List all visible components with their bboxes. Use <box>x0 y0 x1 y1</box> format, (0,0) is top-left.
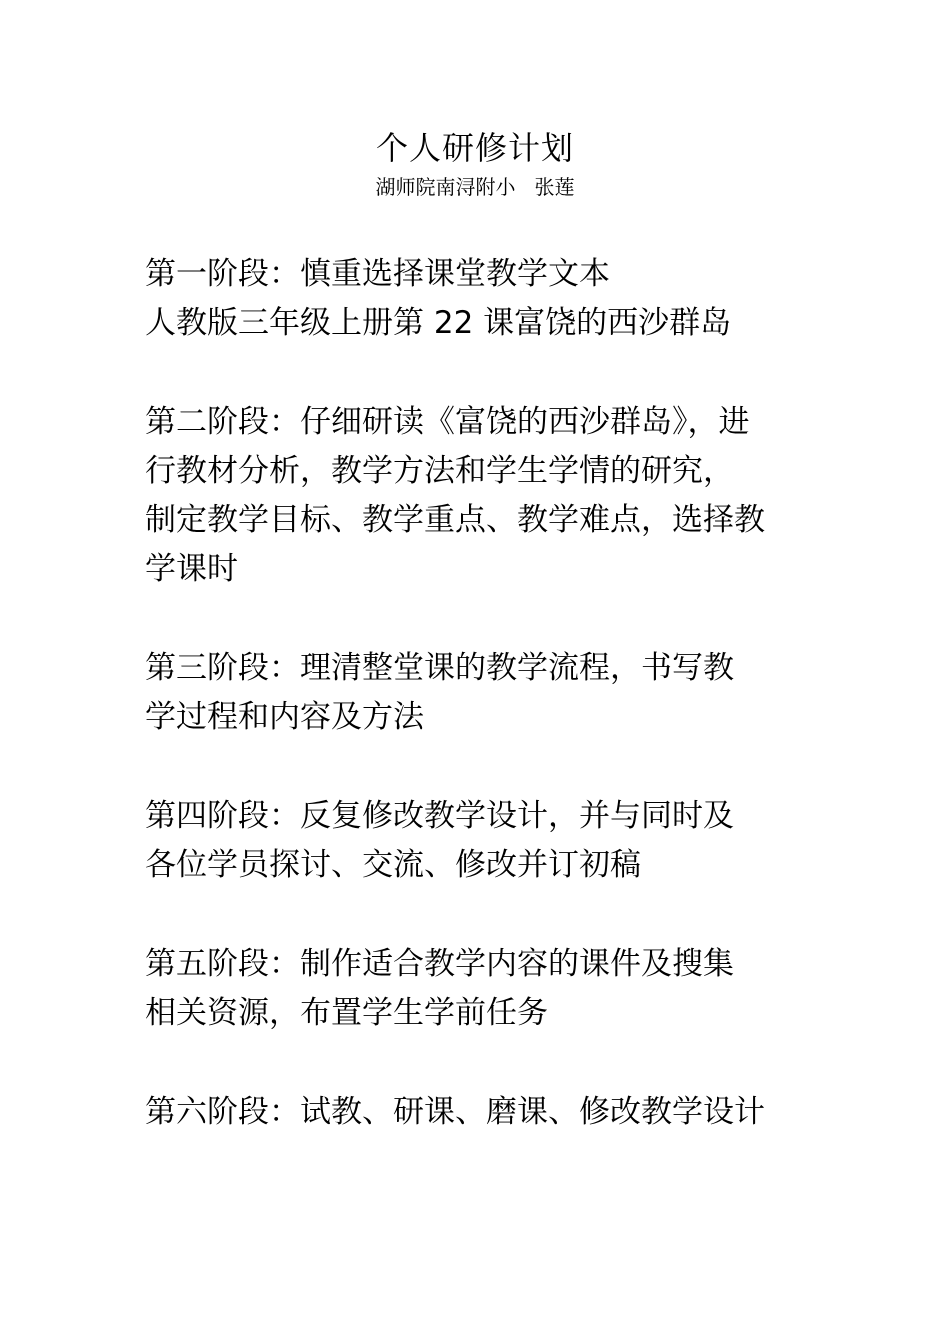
stage-2-line-2: 行教材分析，教学方法和学生学情的研究， <box>145 453 734 489</box>
stage-2 <box>145 398 810 594</box>
author-line: 湖师院南浔附小 张莲 <box>375 175 575 199</box>
stage-2-line-3: 制定教学目标、教学重点、教学难点，选择教 <box>145 502 765 538</box>
stage-3-heading: 第三阶段：理清整堂课的教学流程，书写教 <box>145 650 734 686</box>
stage-list <box>145 250 810 1187</box>
stage-4 <box>145 792 810 890</box>
stage-4-heading: 第四阶段：反复修改教学设计，并与同时及 <box>145 798 734 834</box>
stage-5 <box>145 940 810 1038</box>
stage-4-line-2: 各位学员探讨、交流、修改并订初稿 <box>145 847 641 883</box>
stage-1 <box>145 250 810 348</box>
stage-5-heading: 第五阶段：制作适合教学内容的课件及搜集 <box>145 946 734 982</box>
stage-2-heading: 第二阶段：仔细研读《富饶的西沙群岛》，进 <box>145 404 750 440</box>
page-title: 个人研修计划 <box>375 129 574 167</box>
stage-3 <box>145 644 810 742</box>
stage-5-line-2: 相关资源，布置学生学前任务 <box>145 995 548 1031</box>
stage-6-heading: 第六阶段：试教、研课、磨课、修改教学设计 <box>145 1094 765 1130</box>
stage-3-line-2: 学过程和内容及方法 <box>145 699 424 735</box>
stage-6 <box>145 1088 810 1137</box>
stage-2-line-4: 学课时 <box>145 551 238 587</box>
stage-1-heading: 第一阶段：慎重选择课堂教学文本 <box>145 256 610 292</box>
stage-1-line-2: 人教版三年级上册第 22 课富饶的西沙群岛 <box>145 305 732 341</box>
